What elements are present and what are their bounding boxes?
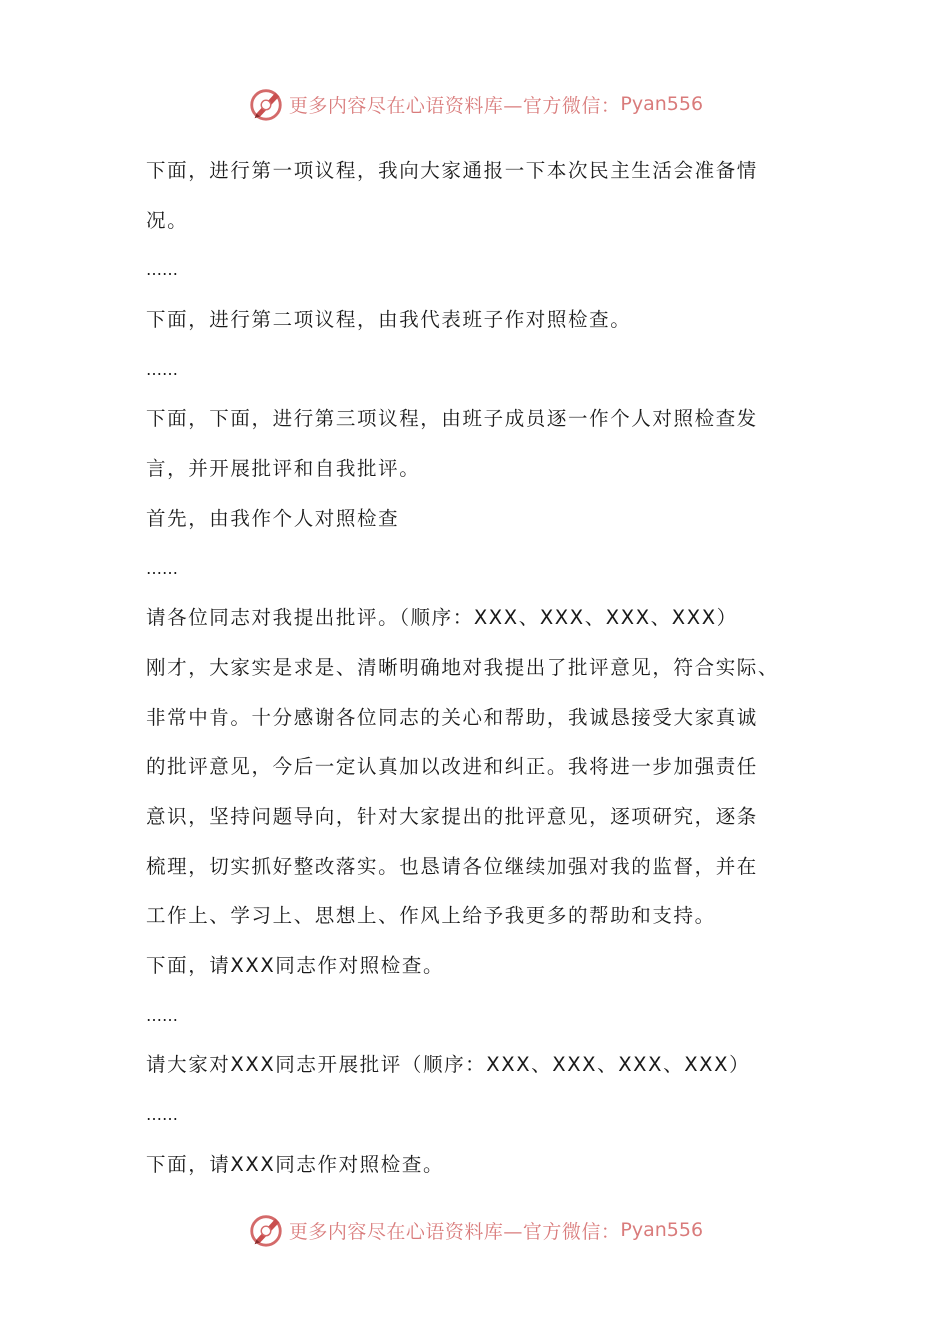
text-line: 非常中肯。十分感谢各位同志的关心和帮助，我诚恳接受大家真诚 xyxy=(146,705,758,729)
text-line: 下面，进行第二项议程，由我代表班子作对照检查。 xyxy=(146,308,632,332)
header-text: 更多内容尽在心语资料库—官方微信： xyxy=(288,94,621,117)
text-line: 下面，下面，进行第三项议程，由班子成员逐一作个人对照检查发 xyxy=(146,407,758,431)
text-line: 请大家对XXX同志开展批评（顺序：XXX、XXX、XXX、XXX） xyxy=(146,1053,751,1077)
text-line: 的批评意见，今后一定认真加以改进和纠正。我将进一步加强责任 xyxy=(146,755,758,779)
text-line: 下面，请XXX同志作对照检查。 xyxy=(146,1152,445,1176)
text-line: 下面，请XXX同志作对照检查。 xyxy=(146,954,445,977)
ellipsis-line: …… xyxy=(146,260,178,280)
pen-logo-icon xyxy=(247,85,285,123)
footer-banner xyxy=(0,1210,950,1250)
header-banner xyxy=(0,84,950,124)
text-line: 况。 xyxy=(146,208,189,232)
pen-logo-icon xyxy=(247,1211,285,1249)
ellipsis-line: …… xyxy=(146,359,178,379)
ellipsis-line: …… xyxy=(146,1105,178,1125)
text-line: 首先，由我作个人对照检查 xyxy=(146,506,400,530)
text-line: 工作上、学习上、思想上、作风上给予我更多的帮助和支持。 xyxy=(146,904,716,928)
text-line: 刚才，大家实是求是、清晰明确地对我提出了批评意见，符合实际、 xyxy=(146,655,780,679)
footer-text: 更多内容尽在心语资料库—官方微信： xyxy=(288,1220,621,1243)
text-line: 梳理，切实抓好整改落实。也恳请各位继续加强对我的监督，并在 xyxy=(146,854,758,878)
ellipsis-line: …… xyxy=(146,1005,178,1025)
text-line: 请各位同志对我提出批评。（顺序：XXX、XXX、XXX、XXX） xyxy=(146,606,738,630)
text-line: 意识，坚持问题导向，针对大家提出的批评意见，逐项研究，逐条 xyxy=(146,804,758,828)
text-line: 言，并开展批评和自我批评。 xyxy=(146,457,421,481)
footer-handle: Pyan556 xyxy=(620,1219,704,1241)
ellipsis-line: …… xyxy=(146,558,178,578)
document-body xyxy=(146,146,826,1189)
text-line: 下面，进行第一项议程，我向大家通报一下本次民主生活会准备情 xyxy=(146,159,758,182)
header-handle: Pyan556 xyxy=(620,93,704,115)
